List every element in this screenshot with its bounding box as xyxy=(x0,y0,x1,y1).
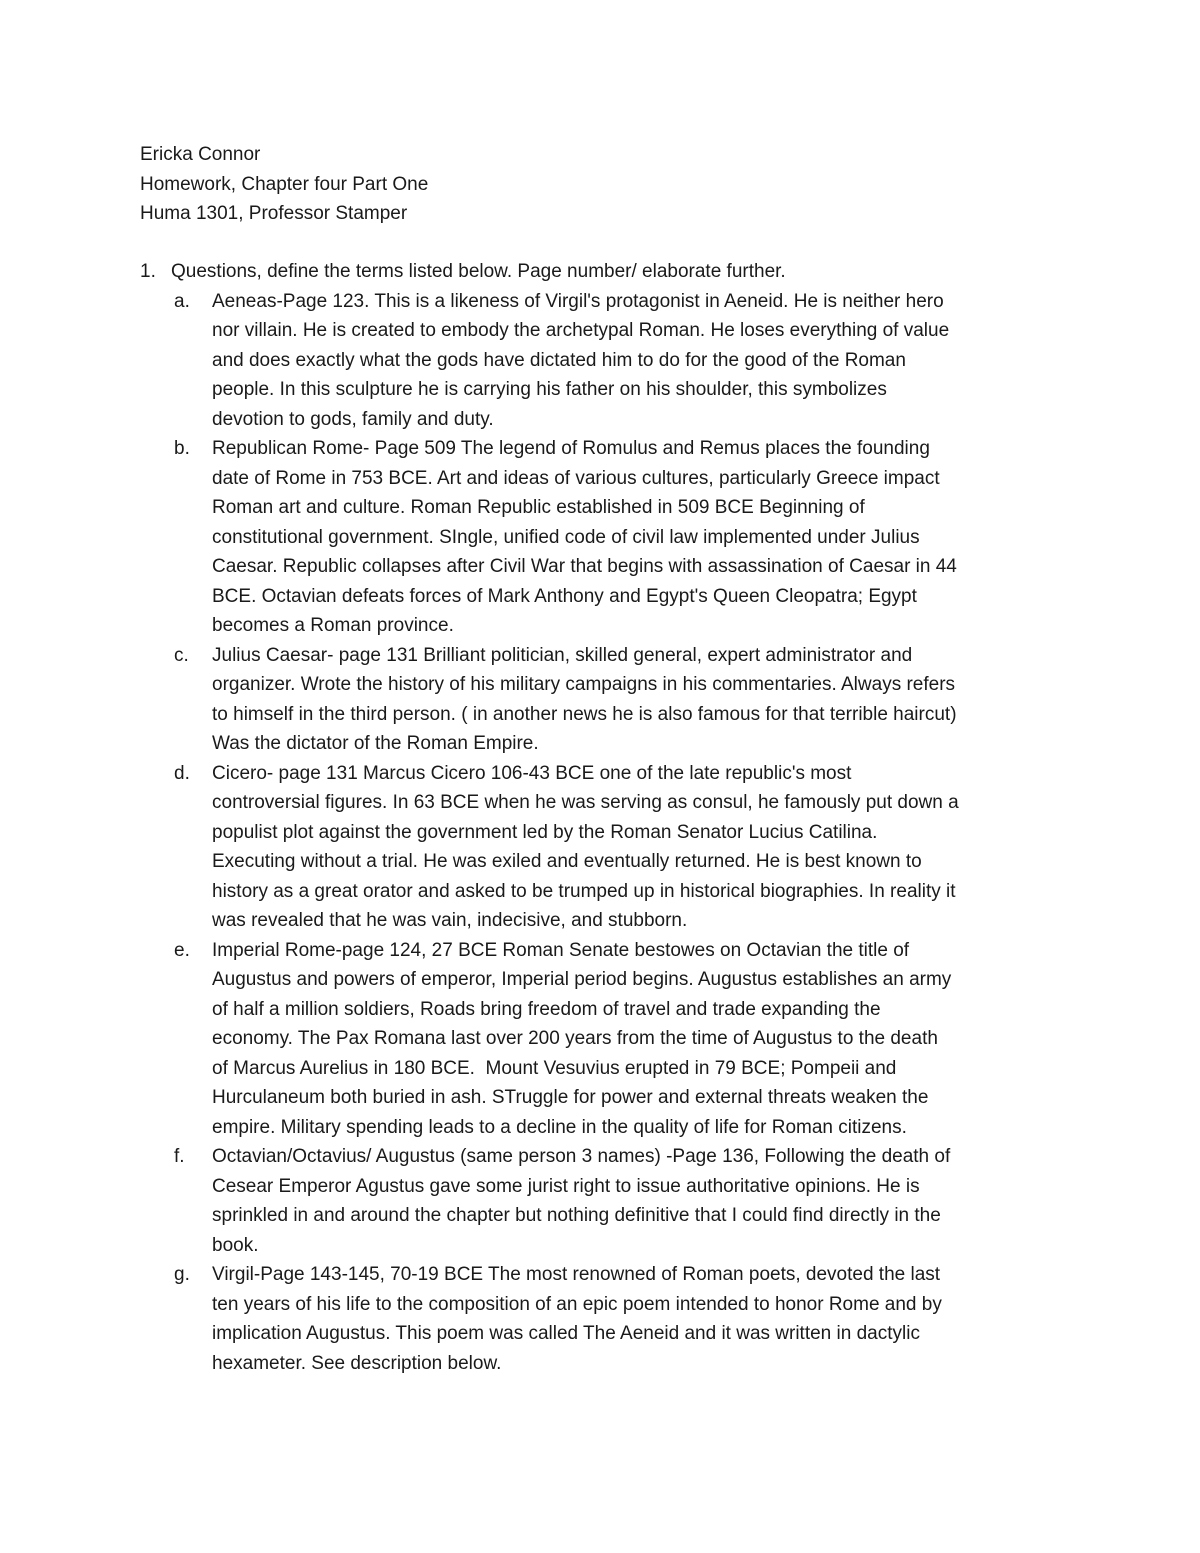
text-line: Cesear Emperor Agustus gave some jurist right to issue authoritative opinions. He is xyxy=(212,1175,920,1197)
text-line: implication Augustus. This poem was called The Aeneid and it was written in dactylic xyxy=(212,1323,920,1344)
text-line: sprinkled in and around the chapter but nothing definitive that I could find directly in the xyxy=(212,1205,941,1226)
text-line: Caesar. Republic collapses after Civil War that begins with assassination of Caesar in 44 xyxy=(212,556,957,577)
text-line: Cicero- page 131 Marcus Cicero 106-43 BCE one of the late republic's most xyxy=(212,762,852,784)
list-item-marker: a. xyxy=(174,290,190,312)
text-line: Roman art and culture. Roman Republic established in 509 BCE Beginning of xyxy=(212,497,865,518)
text-line: history as a great orator and asked to be trumped up in historical biographies. In reality it xyxy=(212,880,956,902)
question-prompt: Questions, define the terms listed below. Page number/ elaborate further. xyxy=(171,261,786,282)
list-item-text xyxy=(212,287,1072,435)
list-item xyxy=(140,287,1070,435)
document-header xyxy=(140,140,1060,229)
question-prompt-row xyxy=(140,257,1070,287)
text-line: book. xyxy=(212,1234,259,1256)
list-item xyxy=(140,434,1070,641)
text-line: date of Rome in 753 BCE. Art and ideas of various cultures, particularly Greece impact xyxy=(212,467,940,489)
text-line: ten years of his life to the composition of an epic poem intended to honor Rome and by xyxy=(212,1293,942,1315)
text-line: Executing without a trial. He was exiled and eventually returned. He is best known to xyxy=(212,851,922,872)
text-line: to himself in the third person. ( in another news he is also famous for that terrible haircut) xyxy=(212,703,957,725)
text-line: Augustus and powers of emperor, Imperial period begins. Augustus establishes an army xyxy=(212,969,952,990)
list-item xyxy=(140,1260,1070,1378)
list-item xyxy=(140,759,1070,936)
text-line: and does exactly what the gods have dictated him to do for the good of the Roman xyxy=(212,349,906,371)
term-definitions xyxy=(140,287,1070,1379)
text-line: Virgil-Page 143-145, 70-19 BCE The most renowned of Roman poets, devoted the last xyxy=(212,1264,941,1285)
list-item xyxy=(140,936,1070,1143)
text-line: constitutional government. SIngle, unified code of civil law implemented under Julius xyxy=(212,526,920,548)
list-item-text xyxy=(212,1260,1072,1378)
text-line: controversial figures. In 63 BCE when he was serving as consul, he famously put down a xyxy=(212,792,959,813)
list-item-text xyxy=(212,759,1072,936)
list-item-marker: g. xyxy=(174,1264,190,1285)
text-line: Aeneas-Page 123. This is a likeness of Virgil's protagonist in Aeneid. He is neither hero xyxy=(212,290,944,312)
text-line: people. In this sculpture he is carrying his father on his shoulder, this symbolizes xyxy=(212,379,887,400)
list-item-marker: d. xyxy=(174,762,190,784)
text-line: Was the dictator of the Roman Empire. xyxy=(212,733,539,754)
list-item-marker: c. xyxy=(174,644,189,666)
course-info: Huma 1301, Professor Stamper xyxy=(140,203,408,224)
question-list xyxy=(140,257,1070,1378)
list-item-text xyxy=(212,434,1072,641)
list-item-text xyxy=(212,936,1072,1143)
text-line: of Marcus Aurelius in 180 BCE. Mount Vesuvius erupted in 79 BCE; Pompeii and xyxy=(212,1057,897,1079)
list-item xyxy=(140,1142,1070,1260)
text-line: Republican Rome- Page 509 The legend of Romulus and Remus places the founding xyxy=(212,438,930,459)
list-item-marker: f. xyxy=(174,1146,185,1167)
text-line: Octavian/Octavius/ Augustus (same person 3 names) -Page 136, Following the death of xyxy=(212,1146,951,1167)
text-line: Imperial Rome-page 124, 27 BCE Roman Senate bestowes on Octavian the title of xyxy=(212,939,910,961)
text-line: organizer. Wrote the history of his military campaigns in his commentaries. Always refers xyxy=(212,674,956,695)
assignment-title: Homework, Chapter four Part One xyxy=(140,173,429,195)
text-line: BCE. Octavian defeats forces of Mark Anthony and Egypt's Queen Cleopatra; Egypt xyxy=(212,585,917,607)
list-item-text xyxy=(212,641,1072,759)
author-name: Ericka Connor xyxy=(140,144,261,165)
text-line: becomes a Roman province. xyxy=(212,615,454,636)
text-line: Hurculaneum both buried in ash. STruggle for power and external threats weaken the xyxy=(212,1087,929,1108)
list-item-marker: b. xyxy=(174,438,190,459)
text-line: of half a million soldiers, Roads bring freedom of travel and trade expanding the xyxy=(212,998,881,1020)
text-line: economy. The Pax Romana last over 200 years from the time of Augustus to the death xyxy=(212,1028,938,1049)
list-item-marker: e. xyxy=(174,939,190,961)
text-line: hexameter. See description below. xyxy=(212,1352,502,1374)
list-item-text xyxy=(212,1142,1072,1260)
text-line: nor villain. He is created to embody the archetypal Roman. He loses everything of value xyxy=(212,320,950,341)
text-line: was revealed that he was vain, indecisive, and stubborn. xyxy=(212,910,688,931)
text-line: empire. Military spending leads to a decline in the quality of life for Roman citizens. xyxy=(212,1116,907,1138)
text-line: devotion to gods, family and duty. xyxy=(212,408,494,430)
question-number: 1. xyxy=(140,261,156,282)
list-item xyxy=(140,641,1070,759)
text-line: populist plot against the government led by the Roman Senator Lucius Catilina. xyxy=(212,821,878,843)
text-line: Julius Caesar- page 131 Brilliant politician, skilled general, expert administrator and xyxy=(212,644,913,666)
